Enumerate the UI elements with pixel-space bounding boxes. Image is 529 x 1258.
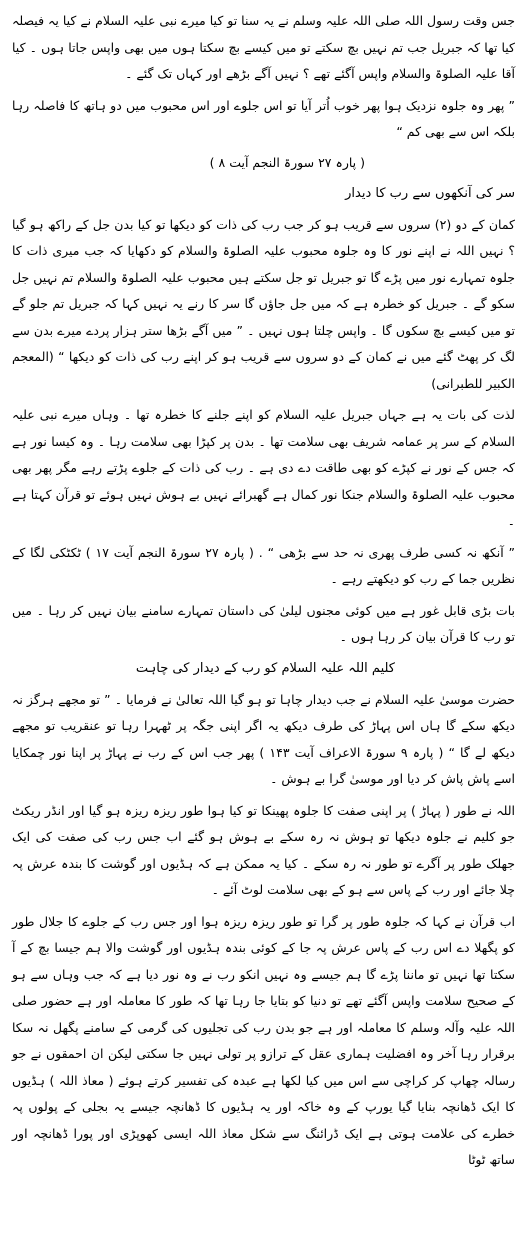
paragraph-8: اب قرآن نے کہا کہ جلوہ طور پر گرا تو طور ریزہ ریزہ ہوا اور جس رب کے جلوے کا جلال طور کو پگھلا دے اس رب کے پاس عرش پہ جا کے کوئی بندہ ہڈیوں اور گوشت والا ہم جیسا بچ کے آ سکتا تھا نہیں تو ماننا پڑے گا ہم جیسے وہ نہیں انکو رب نے وہ نور دیا ہے کہ جب وہاں سے ہو کے صحیح سلامت واپس آگئے تھے تو دنیا کو بتایا جا رہا تھا کہ طور کا معاملہ اور ہے حضور صلی اللہ علیہ وآلہ وسلم کا معاملہ اور ہے جو بدن رب کی تجلیوں کی گرمی کے سامنے پگھل نہ سکا برقرار رہا آخر وہ افضلیت ہماری عقل کے ترازو پر تولی نہیں جا سکتی لیکن ان احمقوں نے جو رسالہ چھاپ کر کراچی سے اس میں کیا لکھا ہے عبدہ کی تفسیر کرتے ہوئے ( معاذ اللہ ) ہڈیوں کا ایک ڈھانچہ بنایا گیا یورپ کے وہ خاکہ اور یہ ہڈیوں کا ڈھانچہ جیسے یہ بجلی کے پولوں پہ خطرے کی علامت ہوتی ہے ایک ڈرائنگ سے شکل معاذ اللہ ایسی کھوپڑی اور پورا ڈھانچہ اور ساتھ ٹوٹا [12,913,515,1167]
paragraph-6: حضرت موسیٰ علیہ السلام نے جب دیدار چاہا تو ہو گیا اللہ تعالیٰ نے فرمایا ۔ ” تو مجھے ہرگز نہ دیکھ سکے گا ہاں اس پہاڑ کی طرف دیکھ یہ اگر اپنی جگہ پر ٹھہرا رہا تو عنقریب تو مجھے دیکھ لے گا “ ( پارہ ۹ سورۃ الاعراف آیت ۱۴۳ ) پھر جب اس کے رب نے پہاڑ پر اپنا نور چمکایا اسے پاش پاش کر دیا اور موسیٰ گرا بے ہوش ۔ [12,691,515,786]
paragraph-5: بات بڑی قابل غور ہے میں کوئی مجنوں لیلیٰ کی داستان تمہارے سامنے بیان نہیں کر رہا ۔ میں تو رب کا قرآن بیان کر رہا ہوں ۔ [12,602,515,644]
paragraph-1: جس وقت رسول اللہ صلی اللہ علیہ وسلم نے یہ سنا تو کیا میرے نبی علیہ السلام نے کیا یہ فیصلہ کیا تھا کہ جبریل جب تم نہیں بچ سکتے تو میں کیسے بچ سکتا ہوں میں بھی واپس جاتا ہوں ۔ کیا آقا علیہ الصلوۃ والسلام واپس آگئے تھے ؟ نہیں آگے بڑھے اور کہاں تک گئے ۔ [12,13,515,81]
verse-reference-1: ( پارہ ۲۷ سورۃ النجم آیت ۸ ) [209,154,365,170]
section-heading-1: سر کی آنکھوں سے رب کا دیدار [345,185,515,201]
paragraph-2: کمان کے دو (۲) سروں سے قریب ہو کر جب رب کی ذات کو دیکھا تو کیا بدن جل کے راکھ ہو گیا ؟ نہیں اللہ نے اپنے نور کا وہ جلوہ محبوب علیہ الصلوۃ والسلام کو دکھایا کہ جب میری ذات کا جلوہ تمہارے نور میں پڑے گا تو جبریل تو جل سکتے ہیں محبوب علیہ الصلوۃ والسلام تم نہیں جل سکو گے ۔ جبریل کو خطرہ ہے کہ میں جل جاؤں گا سر کا رنے یہ نہیں کہا کہ جبریل تم جلو گے تو میں کیسے بچ سکوں گا ۔ واپس چلتا ہوں نہیں ۔ ” میں آگے بڑھا ستر ہزار پردے میرے بدن سے لگ کر پھٹ گئے میں نے کمان کے دو سروں سے قریب ہو کر اپنے رب کی ذات کو دیکھا “ (المعجم الکبیر للطبرانی) [12,216,516,391]
paragraph-4: ” آنکھ نہ کسی طرف پھری نہ حد سے بڑھی “ . ( پارہ ۲۷ سورۃ النجم آیت ۱۷ ) ٹکٹکی لگا کے نظریں جما کے رب کو دیکھتے رہے ۔ [12,544,516,586]
quran-quote-1: ” پھر وہ جلوہ نزدیک ہوا پھر خوب اُتر آیا تو اس جلوے اور اس محبوب میں دو ہاتھ کا فاصلہ رہا بلکہ اس سے بھی کم “ [12,97,515,139]
paragraph-7: اللہ نے طور ( پہاڑ ) پر اپنی صفت کا جلوہ پھینکا تو کیا ہوا طور ریزہ ریزہ ہو گیا اور انڈر ریکٹ جو کلیم نے جلوہ دیکھا تو ہوش نہ رہ سکے بے ہوش ہو گئے اب جس رب کی صفت کی ایک جھلک طور پر آگرے تو طور نہ رہ سکے ۔ کیا یہ ممکن ہے کہ ہڈیوں اور گوشت کا بندہ عرش پہ چلا جائے اور رب کے پاس سے ہو کے بھی سلامت لوٹ آئے ۔ [12,802,515,897]
section-heading-2: کلیم اللہ علیہ السلام کو رب کے دیدار کی چاہت [135,660,395,676]
paragraph-3: لذت کی بات یہ ہے جہاں جبریل علیہ السلام کو اپنے جلنے کا خطرہ تھا ۔ وہاں میرے نبی علیہ السلام کے سر پر عمامہ شریف بھی سلامت تھا ۔ بدن پر کپڑا بھی سلامت رہا ۔ وہ کیسا نور ہے کہ جس کے نور نے کپڑے کو بھی طاقت دے دی ہے ۔ رب کی ذات کے جلوے پڑتے رہے مگر پھر بھی محبوب علیہ الصلوۃ والسلام جنکا نور کمال ہے گھبرائے نہیں بے ہوش نہیں ہوئے تو قرآن کہتا ہے ۔ [12,407,515,528]
